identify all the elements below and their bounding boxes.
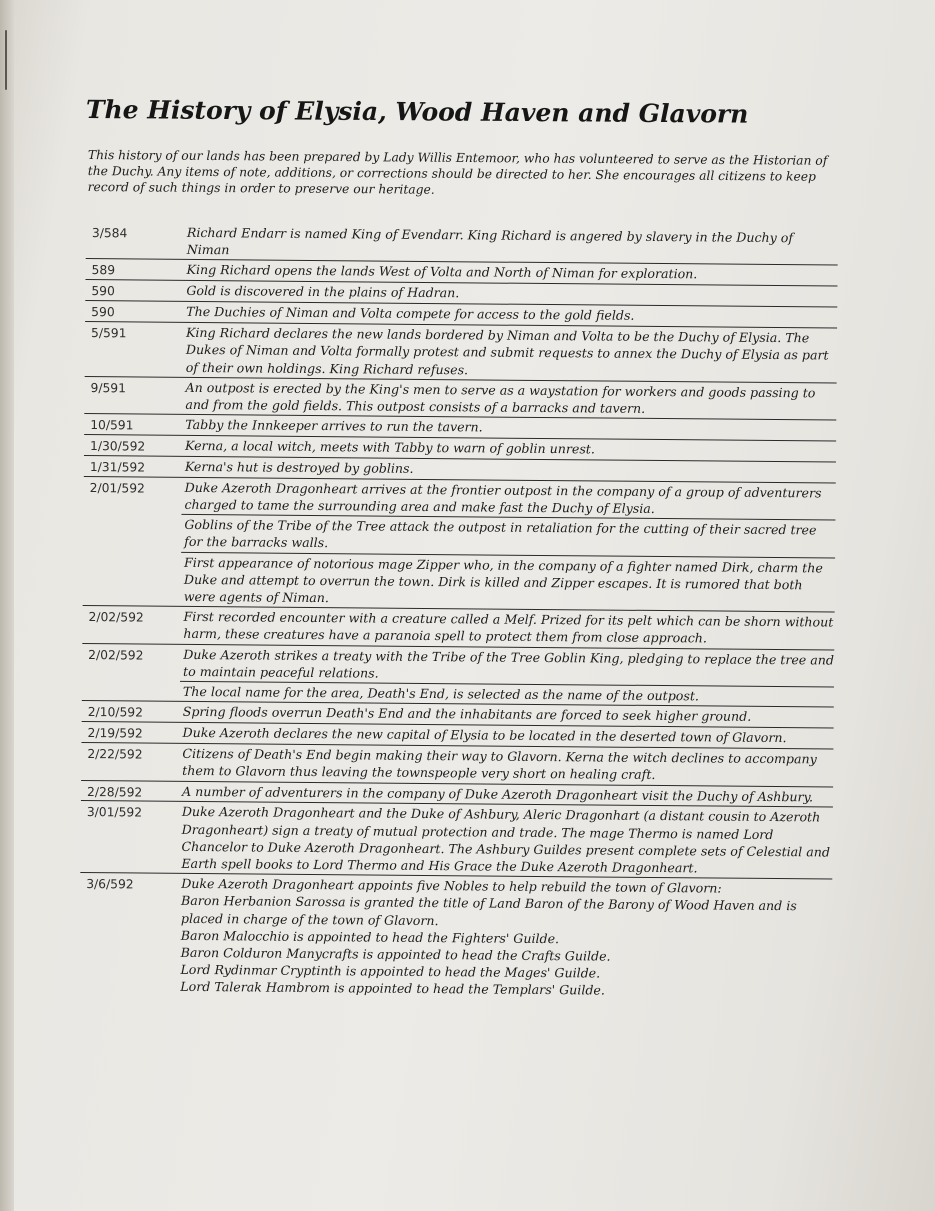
row-date: 2/19/592 bbox=[87, 726, 143, 741]
binder-mark bbox=[5, 30, 7, 90]
intro-paragraph: This history of our lands has been prepared by Lady Willis Entemoor, who has volunteered to serve as the Historian of the Duchy. Any items of note, additions, or corrections should be directed to her. She encourages all citizens to keep record of such things in order to preserve our heritage. bbox=[87, 147, 828, 197]
page-edge bbox=[0, 0, 14, 1211]
entry-text: The Duchies of Niman and Volta compete for access to the gold fields. bbox=[186, 304, 635, 324]
entry-text: Tabby the Innkeeper arrives to run the tavern. bbox=[185, 417, 483, 435]
row-date: 1/30/592 bbox=[89, 439, 146, 454]
row-date: 1/31/592 bbox=[89, 459, 146, 475]
row-date: 2/22/592 bbox=[87, 747, 143, 762]
row-entry bbox=[179, 744, 833, 786]
row-date: 590 bbox=[91, 305, 115, 320]
entry-text: The local name for the area, Death's End, is selected as the name of the outpost. bbox=[182, 683, 700, 704]
row-date: 590 bbox=[91, 284, 115, 299]
history-row bbox=[83, 477, 836, 613]
entry-text: An outpost is erected by the King's men to serve as a waystation for workers and goods passing to and from the gold fields. This outpost consists of a barracks and tavern. bbox=[185, 379, 816, 416]
entry-text: Kerna, a local witch, meets with Tabby to warn of goblin unrest. bbox=[184, 437, 595, 457]
row-date: 2/02/592 bbox=[88, 647, 144, 663]
entry-text: Baron Herbanion Sarossa is granted the title of Land Baron of the Barony of Wood Haven and is placed in charge of the town of Glavorn. bbox=[180, 893, 797, 928]
entry-text: Baron Malocchio is appointed to head the Fighters' Guilde. bbox=[180, 927, 560, 946]
history-row bbox=[80, 801, 833, 879]
entry-text: Duke Azeroth strikes a treaty with the Tribe of the Tree Goblin King, pledging to replace the tree and to maintain peaceful relations. bbox=[183, 646, 835, 681]
row-date: 2/02/592 bbox=[88, 610, 144, 625]
row-date: 2/01/592 bbox=[89, 480, 145, 496]
row-entry bbox=[181, 478, 835, 520]
entry-text: Lord Talerak Hambrom is appointed to head the Templars' Guilde. bbox=[180, 979, 605, 999]
row-entries bbox=[184, 223, 838, 265]
history-row bbox=[82, 606, 834, 650]
row-entry bbox=[177, 874, 832, 1002]
history-row bbox=[82, 644, 834, 708]
entry-text: Duke Azeroth declares the new capital of Elysia to be located in the deserted town of Glavorn. bbox=[182, 725, 787, 746]
history-row bbox=[84, 377, 836, 421]
row-date: 10/591 bbox=[90, 418, 134, 433]
entry-text: Baron Colduron Manycrafts is appointed to head the Crafts Guilde. bbox=[180, 944, 611, 964]
entry-text: First appearance of notorious mage Zipper who, in the company of a fighter named Dirk, charm the Duke and attempt to overrun the town. Dirk is killed and Zipper escapes. It is rumored that both were agents of Niman. bbox=[183, 554, 823, 606]
row-entries bbox=[177, 874, 832, 1002]
row-date: 3/584 bbox=[91, 226, 128, 241]
row-date: 2/28/592 bbox=[86, 784, 143, 800]
entry-text: Spring floods overrun Death's End and the inhabitants are forced to seek higher ground. bbox=[182, 704, 752, 725]
row-entries bbox=[181, 478, 836, 612]
row-entries bbox=[180, 645, 834, 707]
entry-text: Duke Azeroth Dragonheart and the Duke of Ashbury, Aleric Dragonhart (a distant cousin to Azeroth Dragonheart) sign a treaty of mutual protection and trade. The mage Thermo is named Lord Chancelor to Duke Azeroth Dragonheart. The Ashbury Guildes present complete sets of Celestial and Earth spell books to Lord Thermo and His Grace the Duke Azeroth Dragonheart. bbox=[181, 804, 831, 876]
row-date: 5/591 bbox=[90, 326, 127, 341]
entry-text: Gold is discovered in the plains of Hadran. bbox=[186, 283, 460, 301]
row-entry bbox=[180, 645, 834, 687]
row-date: 3/01/592 bbox=[86, 805, 143, 820]
document-title: The History of Elysia, Wood Haven and Glavorn bbox=[85, 95, 749, 129]
entry-text: Richard Endarr is named King of Evendarr. King Richard is angered by slavery in the Duchy of Niman bbox=[186, 224, 794, 258]
entry-text: King Richard opens the lands West of Volta and North of Niman for exploration. bbox=[186, 262, 698, 282]
row-entries bbox=[182, 378, 836, 420]
history-row bbox=[79, 873, 832, 1002]
row-date: 589 bbox=[91, 263, 116, 278]
entry-text: Duke Azeroth Dragonheart arrives at the frontier outpost in the company of a group of adventurers charged to tame the surrounding area and make fast the Duchy of Elysia. bbox=[184, 479, 822, 517]
entry-text: Citizens of Death's End begin making their way to Glavorn. Kerna the witch declines to accompany them to Glavorn thus leaving the townspeople very short on healing craft. bbox=[182, 745, 817, 783]
history-row bbox=[85, 322, 837, 383]
row-entry bbox=[181, 552, 835, 612]
row-entry bbox=[181, 514, 835, 557]
row-entries bbox=[179, 744, 833, 786]
row-entry bbox=[184, 223, 838, 265]
history-table bbox=[79, 222, 838, 1002]
entry-text: First recorded encounter with a creature called a Melf. Prized for its pelt which can be shorn without harm, these creatures have a paranoia spell to protect them from close approach. bbox=[183, 609, 834, 646]
row-entry bbox=[183, 323, 837, 382]
row-date: 2/10/592 bbox=[87, 705, 144, 720]
history-row bbox=[81, 743, 833, 787]
entry-text: Goblins of the Tribe of the Tree attack the outpost in retaliation for the cutting of their sacred tree for the barracks walls. bbox=[184, 517, 817, 551]
entry-text: A number of adventurers in the company of Duke Azeroth Dragonheart visit the Duchy of Ashbury. bbox=[181, 783, 814, 804]
row-entries bbox=[178, 802, 833, 879]
row-entry bbox=[178, 802, 833, 879]
row-entries bbox=[180, 607, 834, 649]
row-entries bbox=[183, 323, 837, 382]
entry-text: Lord Rydinmar Cryptinth is appointed to head the Mages' Guilde. bbox=[180, 962, 601, 981]
entry-text: Duke Azeroth Dragonheart appoints five Nobles to help rebuild the town of Glavorn: bbox=[181, 876, 722, 896]
entry-text: Kerna's hut is destroyed by goblins. bbox=[184, 458, 414, 476]
row-date: 3/6/592 bbox=[86, 877, 134, 892]
row-entry bbox=[182, 378, 836, 420]
row-entry bbox=[180, 607, 834, 649]
history-row bbox=[86, 222, 838, 266]
row-date: 9/591 bbox=[90, 380, 127, 396]
entry-text: King Richard declares the new lands bordered by Niman and Volta to be the Duchy of Elysia. The Dukes of Niman and Volta formally protest and submit requests to annex the Duchy of Elysia as part of their own holdings. King Richard refuses. bbox=[185, 325, 829, 377]
